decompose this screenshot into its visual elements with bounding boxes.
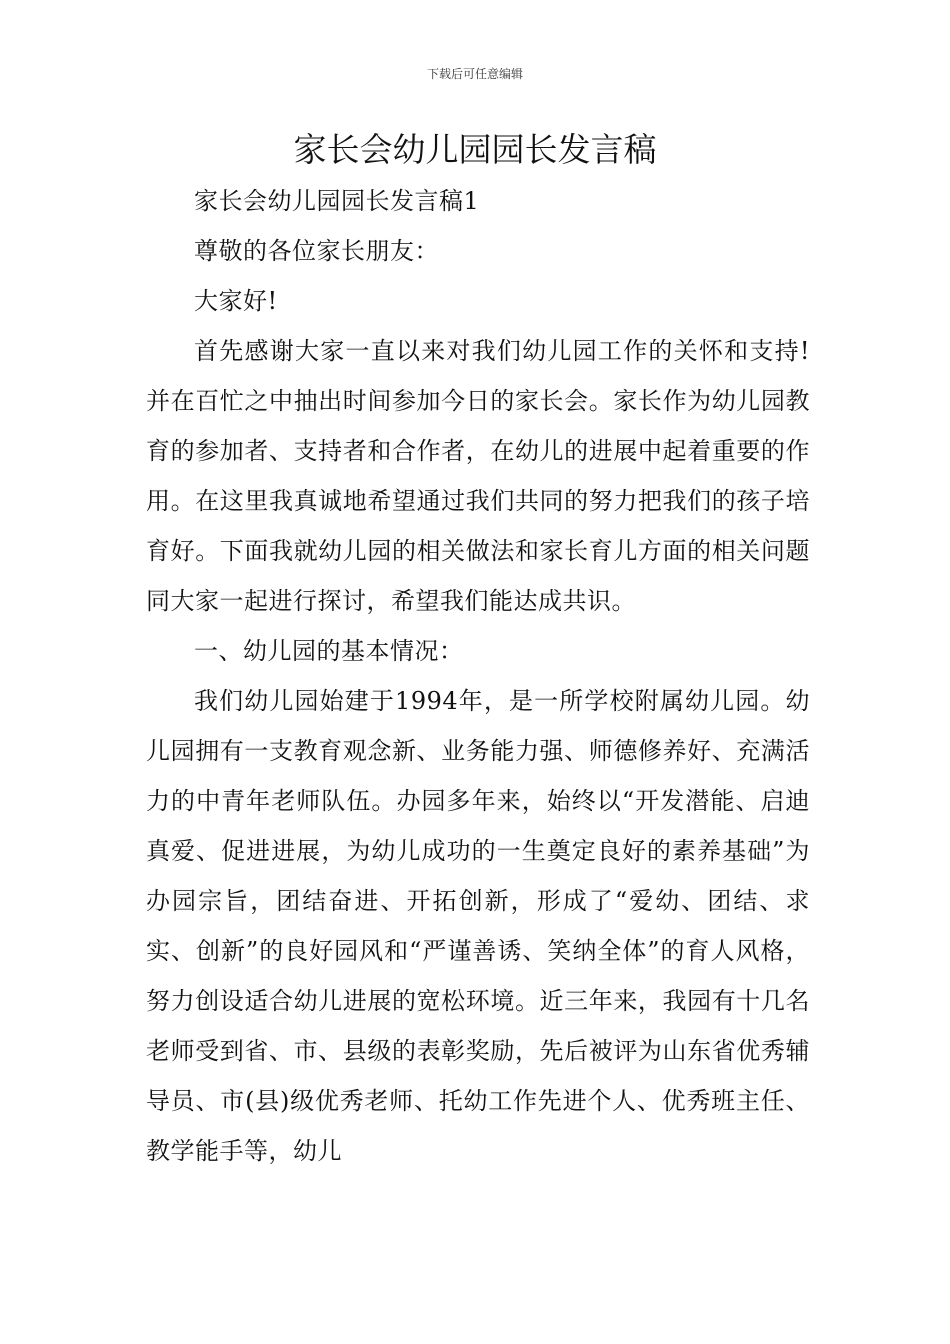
page-header-note: 下载后可任意编辑	[426, 67, 523, 81]
section-heading-basic-info: 一、幼儿园的基本情况：	[194, 637, 464, 665]
paragraph-subtitle: 家长会幼儿园园长发言稿1	[194, 187, 480, 215]
paragraph-salutation: 尊敬的各位家长朋友：	[194, 237, 439, 265]
document-body	[146, 176, 810, 1176]
paragraph-basic-info: 我们幼儿园始建于1994年，是一所学校附属幼儿园。幼儿园拥有一支教育观念新、业务能力强、师德修养好、充满活力的中青年老师队伍。办园多年来，始终以“开发潜能、启迪真爱、促进进展，为幼儿成功的一生奠定良好的素养基础”为办园宗旨，团结奋进、开拓创新，形成了“爱幼、团结、求实、创新”的良好园风和“严谨善诱、笑纳全体”的育人风格，努力创设适合幼儿进展的宽松环境。近三年来，我园有十几名老师受到省、市、县级的表彰奖励，先后被评为山东省优秀辅导员、市(县)级优秀老师、托幼工作先进个人、优秀班主任、教学能手等，幼儿	[146, 687, 810, 1165]
paragraph-greeting: 大家好!	[194, 287, 278, 315]
paragraph-intro: 首先感谢大家一直以来对我们幼儿园工作的关怀和支持!并在百忙之中抽出时间参加今日的家长会。家长作为幼儿园教育的参加者、支持者和合作者，在幼儿的进展中起着重要的作用。在这里我真诚地希望通过我们共同的努力把我们的孩子培育好。下面我就幼儿园的相关做法和家长育儿方面的相关问题同大家一起进行探讨，希望我们能达成共识。	[146, 337, 810, 615]
document-title: 家长会幼儿园园长发言稿	[293, 130, 657, 169]
